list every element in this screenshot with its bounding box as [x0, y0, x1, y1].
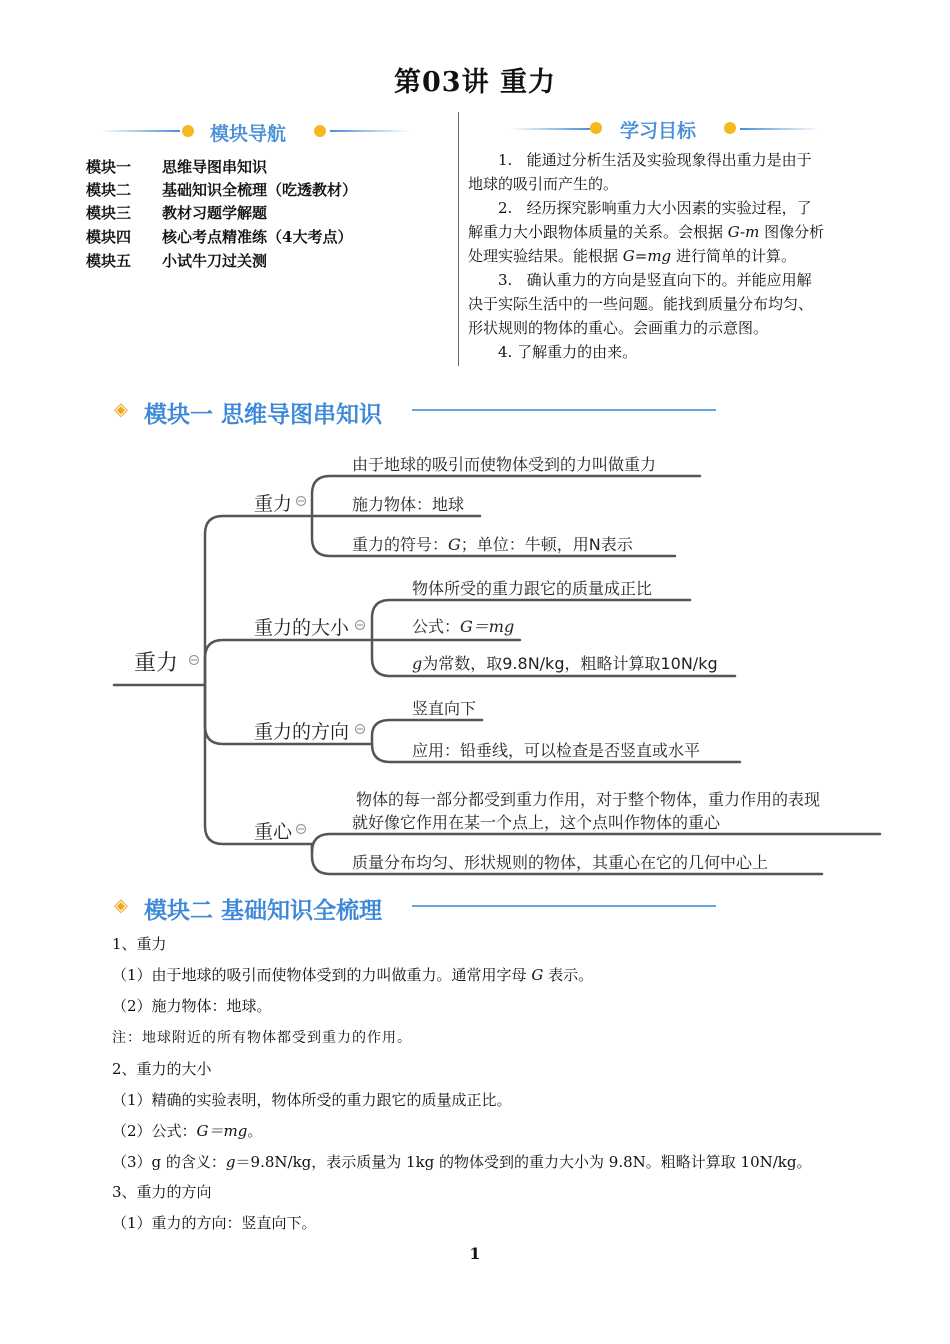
nav-item-key: 模块二: [86, 181, 132, 199]
page-title: 第03讲 重力: [394, 67, 556, 98]
mindmap-branch-direction: 重力的方向: [254, 721, 350, 743]
section1-title: 模块一 思维导图串知识: [144, 402, 383, 428]
content-heading-3: 3、重力的方向: [112, 1183, 212, 1201]
mindmap-branch-magnitude: 重力的大小: [254, 617, 350, 639]
goal-3-line-2: 决于实际生活中的一些问题。能找到质量分布均匀、: [468, 295, 814, 313]
content-p6: （1）重力的方向：竖直向下。: [112, 1214, 317, 1232]
mindmap-root: 重力: [134, 651, 179, 676]
content-note: 注：地球附近的所有物体都受到重力的作用。: [112, 1030, 412, 1046]
goal-2-line-3: 处理实验结果。能根据 G=mg 进行简单的计算。: [468, 247, 796, 265]
content-p1: （1）由于地球的吸引而使物体受到的力叫做重力。通常用字母 G 表示。: [112, 966, 594, 984]
mindmap-magnitude-proportion: 物体所受的重力跟它的质量成正比: [412, 579, 653, 598]
goal-4: 4. 了解重力的由来。: [498, 343, 638, 361]
nav-item-text: 教材习题学解题: [162, 204, 268, 222]
content-p3: （1）精确的实验表明，物体所受的重力跟它的质量成正比。: [112, 1091, 512, 1109]
page-number: 1: [469, 1244, 481, 1263]
goal-3-line-3: 形状规则的物体的重心。会画重力的示意图。: [468, 319, 769, 337]
mindmap-center-definition-1: 物体的每一部分都受到重力作用，对于整个物体，重力作用的表现: [356, 790, 821, 809]
mindmap-center-geometric: 质量分布均匀、形状规则的物体，其重心在它的几何中心上: [352, 853, 769, 872]
section1-diamond-icon: ◈: [114, 399, 128, 420]
nav-item-text: 小试牛刀过关测: [162, 252, 268, 270]
mindmap-direction-application: 应用：铅垂线，可以检查是否竖直或水平: [412, 741, 701, 760]
nav-item-key: 模块四: [86, 228, 132, 246]
content-p2: （2）施力物体：地球。: [112, 997, 272, 1015]
goal-2-line-1: 2. 经历探究影响重力大小因素的实验过程，了: [498, 199, 812, 217]
mindmap-branch-center: 重心: [254, 821, 293, 843]
section2-diamond-icon: ◈: [114, 895, 128, 916]
nav-item-text: 思维导图串知识: [162, 158, 268, 176]
nav-item-key: 模块一: [86, 158, 132, 176]
content-p4: （2）公式：G＝mg。: [112, 1122, 263, 1140]
mindmap-direction-down: 竖直向下: [412, 699, 477, 718]
goal-2-line-2: 解重力大小跟物体质量的关系。会根据 G-m 图像分析: [468, 223, 825, 241]
content-heading-1: 1、重力: [112, 935, 167, 953]
mindmap-magnitude-constant: g为常数，取9.8N/kg，粗略计算取10N/kg: [412, 654, 718, 673]
section2-title: 模块二 基础知识全梳理: [144, 898, 383, 924]
nav-header: 模块导航: [210, 123, 287, 145]
mindmap-gravity-definition: 由于地球的吸引而使物体受到的力叫做重力: [352, 455, 657, 474]
nav-item-key: 模块五: [86, 252, 132, 270]
goals-header: 学习目标: [620, 120, 697, 142]
nav-item-key: 模块三: [86, 204, 132, 222]
mindmap-center-definition-2: 就好像它作用在某一个点上，这个点叫作物体的重心: [352, 813, 721, 832]
content-heading-2: 2、重力的大小: [112, 1060, 212, 1078]
goal-3-line-1: 3. 确认重力的方向是竖直向下的。并能应用解: [498, 271, 812, 289]
nav-item-text: 基础知识全梳理（吃透教材）: [162, 181, 358, 199]
section2-underline: [412, 905, 716, 907]
nav-item-text: 核心考点精准练（4大考点）: [162, 228, 353, 246]
goal-1-line-1: 1. 能通过分析生活及实验现象得出重力是由于: [498, 151, 812, 169]
mindmap-magnitude-formula: 公式：G＝mg: [412, 617, 515, 636]
mindmap-gravity-exerter: 施力物体：地球: [352, 495, 465, 514]
content-p5: （3）g 的含义：g＝9.8N/kg，表示质量为 1kg 的物体受到的重力大小为 9.8N。粗略计算取 10N/kg。: [112, 1153, 812, 1171]
goal-1-line-2: 地球的吸引而产生的。: [468, 175, 619, 193]
mindmap-gravity-symbol: 重力的符号：G；单位：牛顿，用N表示: [352, 535, 633, 554]
mindmap-branch-gravity: 重力: [254, 493, 293, 515]
